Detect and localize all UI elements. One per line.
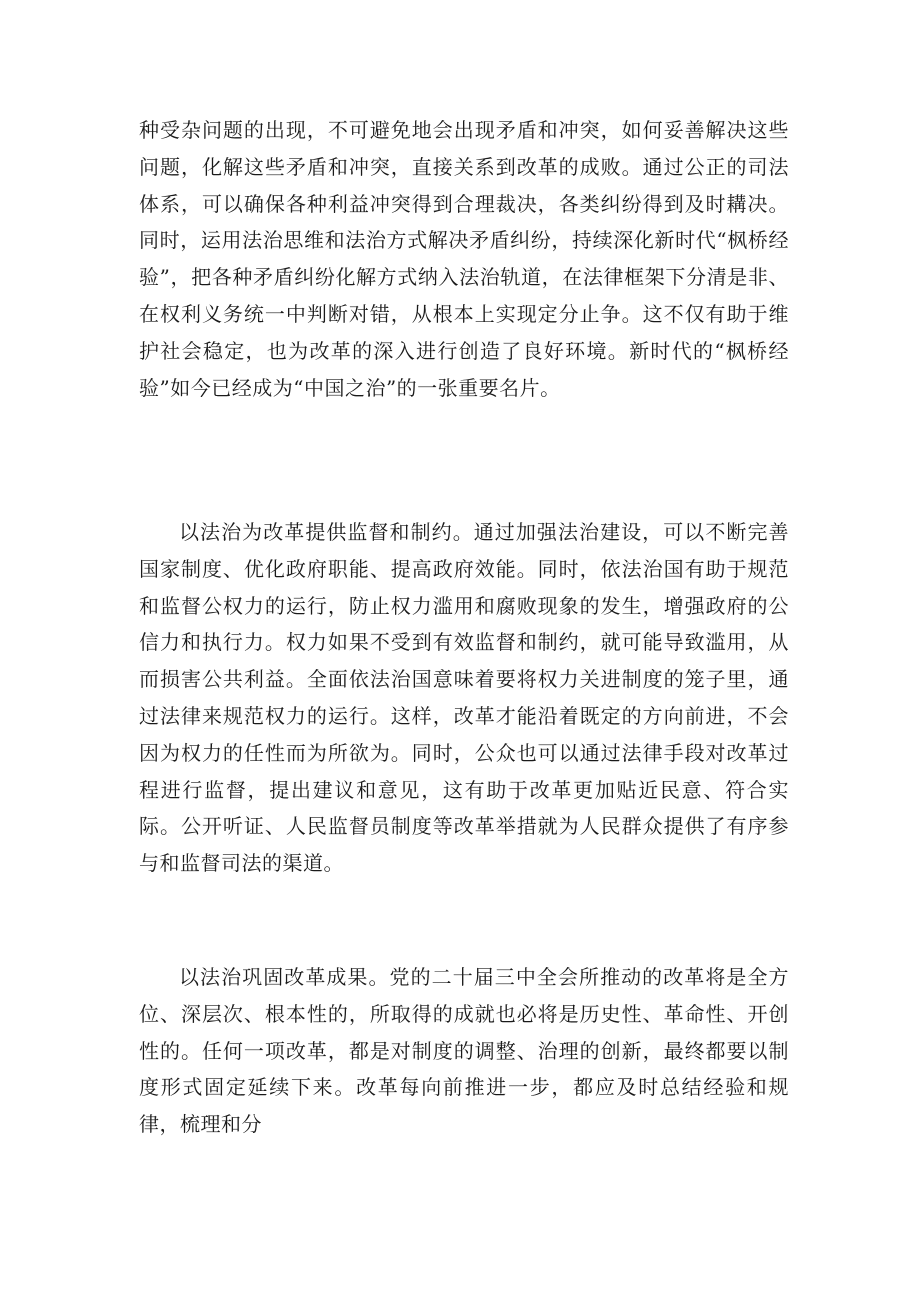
paragraph-2: 以法治为改革提供监督和制约。通过加强法治建设，可以不断完善国家制度、优化政府职能、提高政府效能。同时，依法治国有助于规范和监督公权力的运行，防止权力滥用和腐败现象的发生，增强政府的公信力和执行力。权力如果不受到有效监督和制约，就可能导致滥用，从而损害公共利益。全面依法治国意味着要将权力关进制度的笼子里，通过法律来规范权力的运行。这样，改革才能沿着既定的方向前进，不会因为权力的任性而为所欲为。同时，公众也可以通过法律手段对改革过程进行监督，提出建议和意见，这有助于改革更加贴近民意、符合实际。公开听证、人民监督员制度等改革举措就为人民群众提供了有序参与和监督司法的渠道。 — [139, 520, 789, 876]
paragraph-3: 以法治巩固改革成果。党的二十届三中全会所推动的改革将是全方位、深层次、根本性的，所取得的成就也必将是历史性、革命性、开创性的。任何一项改革，都是对制度的调整、治理的创新，最终都要以制度形式固定延续下来。改革每向前推进一步，都应及时总结经验和规律，梳理和分 — [139, 965, 789, 1137]
paragraph-1: 种受杂问题的出现，不可避免地会出现矛盾和冲突，如何妥善解决这些问题，化解这些矛盾和冲突，直接关系到改革的成败。通过公正的司法体系，可以确保各种利益冲突得到合理裁决，各类纠纷得到及时耩决。同时，运用法治思维和法治方式解决矛盾纠纷，持续深化新时代“枫桥经验”，把各种矛盾纠纷化解方式纳入法治轨道，在法律框架下分清是非、在权利义务统一中判断对错，从根本上实现定分止争。这不仅有助于维护社会稳定，也为改革的深入进行创造了良好环境。新时代的“枫桥经验”如今已经成为“中国之治”的一张重要名片。 — [139, 118, 789, 400]
